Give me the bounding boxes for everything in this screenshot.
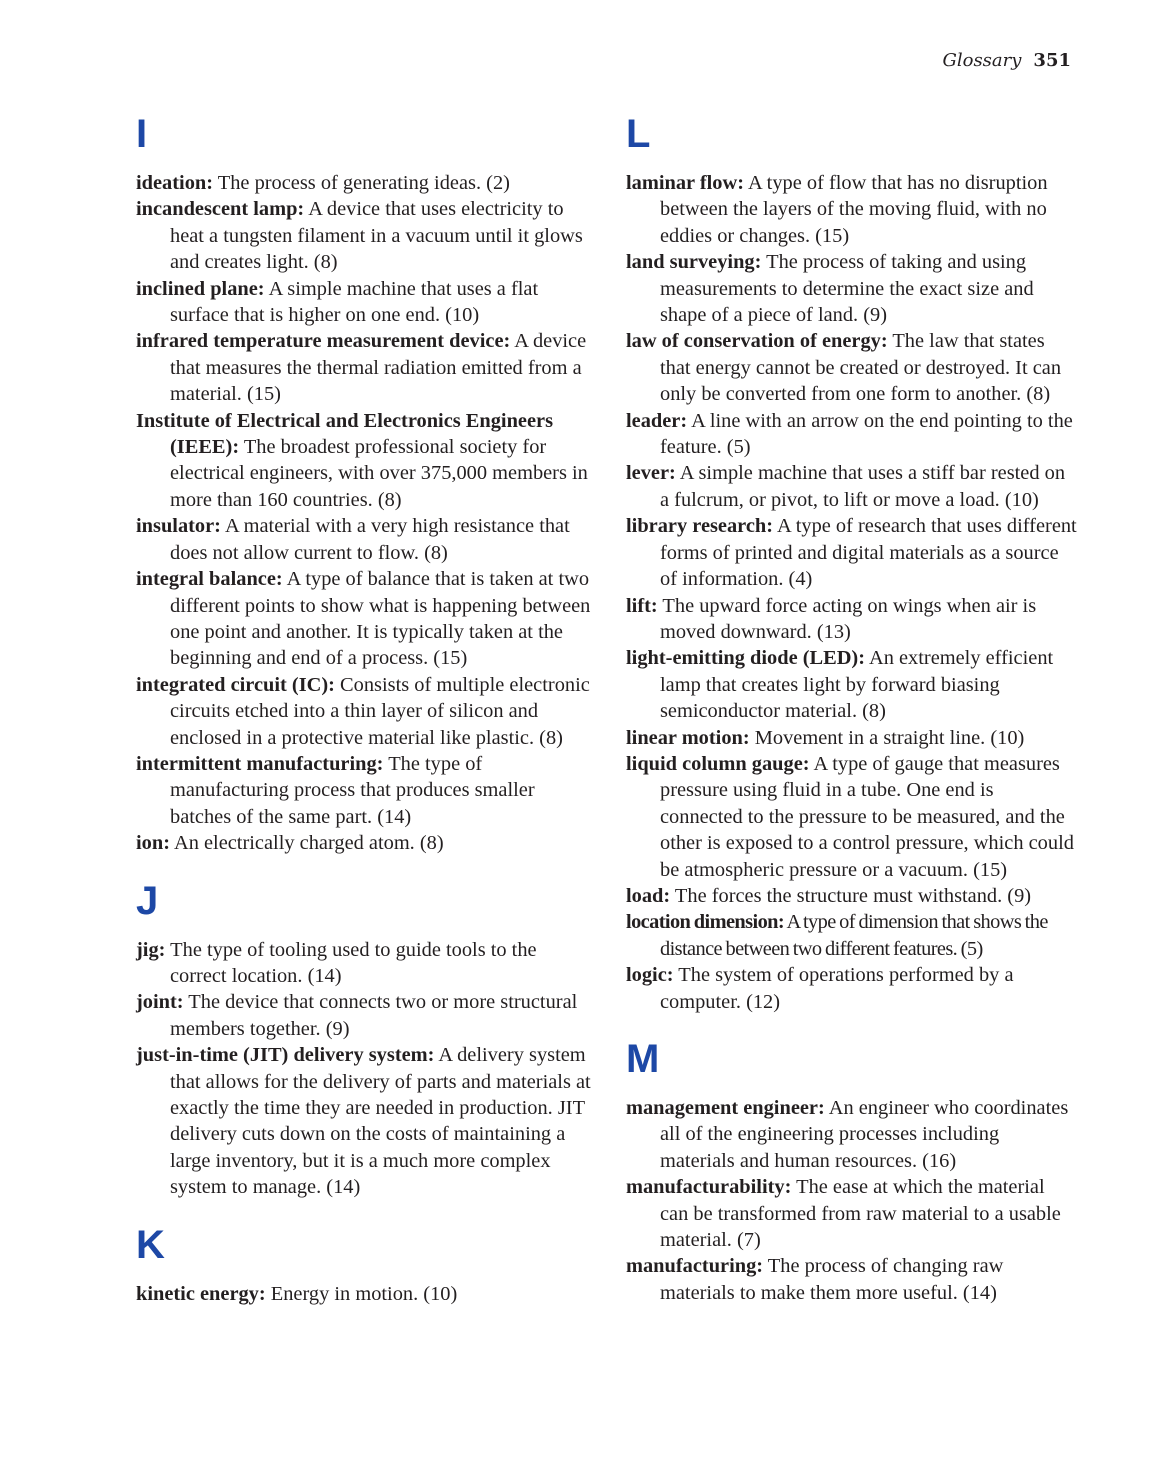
entry-definition: An extremely efficient lamp that creates light by forward biasing semiconductor material. (8): [660, 647, 1054, 723]
entry-term: just-in-time (JIT) delivery system:: [136, 1044, 435, 1067]
entry-definition: The law that states that energy cannot be created or destroyed. It can only be converted from one form to another. (8): [660, 330, 1062, 406]
entry-definition: The system of operations performed by a computer. (12): [660, 964, 1014, 1013]
entry-definition: The device that connects two or more structural members together. (9): [170, 991, 578, 1040]
entry-definition: A delivery system that allows for the delivery of parts and materials at exactly the time they are needed in production. JIT delivery cuts down on the costs of maintaining a large inventory, but it is a much more complex system to manage. (14): [170, 1044, 591, 1199]
glossary-title: Glossary: [942, 50, 1022, 71]
glossary-entry: [626, 170, 1078, 249]
glossary-entry: [626, 513, 1078, 592]
glossary-entry: [136, 328, 596, 407]
entry-definition: A simple machine that uses a stiff bar rested on a fulcrum, or pivot, to lift or move a load. (10): [660, 462, 1066, 511]
glossary-entry: [136, 989, 596, 1042]
section-j: [136, 879, 596, 1201]
entry-definition: A type of balance that is taken at two different points to show what is happening between one point and another. It is typically taken at the beginning and end of a process. (15): [170, 568, 591, 670]
entry-definition: Consists of multiple electronic circuits etched into a thin layer of silicon and enclosed in a protective material like plastic. (8): [170, 673, 590, 749]
entry-definition: The type of tooling used to guide tools to the correct location. (14): [165, 938, 537, 987]
glossary-entry: [626, 249, 1078, 328]
entry-term: manufacturing:: [626, 1255, 764, 1278]
entry-definition: A type of research that uses different forms of printed and digital materials as a source of information. (4): [660, 515, 1077, 591]
entry-definition: The broadest professional society for electrical engineers, with over 375,000 members in more than 160 countries. (8): [170, 436, 588, 511]
entry-term: lever:: [626, 462, 676, 485]
section-m: [626, 1037, 1078, 1306]
entry-term: library research:: [626, 515, 774, 538]
entry-term: intermittent manufacturing:: [136, 752, 384, 775]
entry-term: leader:: [626, 409, 688, 432]
glossary-entry: [136, 1281, 596, 1307]
section-letter: K: [136, 1222, 165, 1267]
entry-term: ion:: [136, 832, 170, 855]
glossary-entry: [626, 645, 1078, 724]
entry-term: load:: [626, 884, 671, 907]
right-column: [626, 106, 1078, 1306]
section-letter: I: [136, 112, 148, 156]
entry-definition: A device that measures the thermal radiation emitted from a material. (15): [170, 330, 587, 406]
glossary-entry: [626, 751, 1078, 883]
glossary-entry: [136, 1042, 596, 1200]
glossary-entry: [626, 1174, 1078, 1253]
entry-term: inclined plane:: [136, 277, 265, 300]
entry-definition: A type of flow that has no disruption between the layers of the moving fluid, with no eddies or changes. (15): [660, 172, 1048, 247]
entry-term: infrared temperature measurement device:: [136, 330, 511, 353]
entry-term: liquid column gauge:: [626, 752, 810, 775]
running-head: [942, 50, 1071, 72]
entry-term: linear motion:: [626, 726, 750, 749]
section-k: [136, 1223, 596, 1307]
glossary-entry: [136, 276, 596, 329]
section-i: [136, 112, 596, 857]
glossary-entry: [136, 170, 596, 196]
entry-term: jig:: [136, 938, 166, 961]
glossary-entry: [136, 937, 596, 990]
entry-term: Institute of Electrical and Electronics Engineers (IEEE):: [136, 409, 554, 459]
glossary-entry: [136, 751, 596, 830]
glossary-entry: [136, 672, 596, 751]
entry-definition: Energy in motion. (10): [265, 1282, 458, 1305]
entry-term: land surveying:: [626, 251, 762, 274]
entry-definition: The process of taking and using measurements to determine the exact size and shape of a piece of land. (9): [660, 251, 1034, 327]
section-letter: L: [626, 112, 651, 156]
entry-definition: A type of dimension that shows the distance between two different features. (5): [660, 911, 1048, 960]
entry-term: manufacturability:: [626, 1176, 792, 1199]
entry-term: laminar flow:: [626, 172, 744, 194]
section-l: [626, 112, 1078, 1015]
entry-definition: A material with a very high resistance that does not allow current to flow. (8): [170, 515, 570, 564]
entry-definition: A line with an arrow on the end pointing to the feature. (5): [660, 409, 1073, 459]
entry-term: ideation:: [136, 172, 214, 194]
glossary-entry: [626, 1253, 1078, 1306]
section-letter: M: [626, 1037, 660, 1081]
glossary-entry: [136, 196, 596, 275]
entry-definition: Movement in a straight line. (10): [749, 726, 1025, 749]
entry-definition: An engineer who coordinates all of the engineering processes including materials and human resources. (16): [660, 1097, 1069, 1172]
glossary-entry: [136, 408, 596, 514]
glossary-entry: [626, 883, 1078, 909]
entry-term: light-emitting diode (LED):: [626, 647, 866, 670]
entry-definition: The forces the structure must withstand. (9): [670, 884, 1032, 907]
entry-term: integrated circuit (IC):: [136, 673, 335, 696]
entry-definition: The type of manufacturing process that produces smaller batches of the same part. (14): [170, 752, 535, 828]
entry-term: kinetic energy:: [136, 1282, 266, 1305]
glossary-entry: [626, 328, 1078, 407]
entry-term: integral balance:: [136, 568, 283, 591]
entry-definition: The process of changing raw materials to make them more useful. (14): [660, 1255, 1004, 1304]
entry-definition: A device that uses electricity to heat a tungsten filament in a vacuum until it glows and creates light. (8): [170, 198, 583, 274]
entry-term: location dimension:: [626, 911, 785, 934]
glossary-entry: [626, 1095, 1078, 1174]
entry-definition: A type of gauge that measures pressure using fluid in a tube. One end is connected to the pressure to be measured, and the other is exposed to a control pressure, which could be atmospheric pressure or a vacuum. (15): [660, 752, 1074, 881]
glossary-entry: [626, 909, 1078, 962]
entry-definition: An electrically charged atom. (8): [170, 832, 444, 855]
glossary-entry: [626, 460, 1078, 513]
entry-term: joint:: [136, 991, 184, 1014]
glossary-entry: [136, 566, 596, 672]
entry-definition: The ease at which the material can be transformed from raw material to a usable material. (7): [660, 1176, 1061, 1252]
entry-term: logic:: [626, 964, 674, 987]
glossary-entry: [136, 830, 596, 856]
entry-definition: The upward force acting on wings when air is moved downward. (13): [657, 594, 1037, 643]
entry-term: incandescent lamp:: [136, 198, 305, 221]
section-letter: J: [136, 878, 159, 923]
entry-term: law of conservation of energy:: [626, 330, 888, 353]
entry-definition: The process of generating ideas. (2): [213, 172, 510, 194]
glossary-entry: [626, 593, 1078, 646]
page-number: 351: [1033, 50, 1071, 71]
left-column: [136, 106, 596, 1307]
glossary-entry: [626, 408, 1078, 461]
glossary-entry: [626, 962, 1078, 1015]
entry-term: insulator:: [136, 515, 221, 538]
glossary-entry: [626, 725, 1078, 751]
entry-term: lift:: [626, 594, 658, 617]
glossary-entry: [136, 513, 596, 566]
entry-term: management engineer:: [626, 1097, 825, 1119]
entry-definition: A simple machine that uses a flat surface that is higher on one end. (10): [170, 277, 539, 327]
